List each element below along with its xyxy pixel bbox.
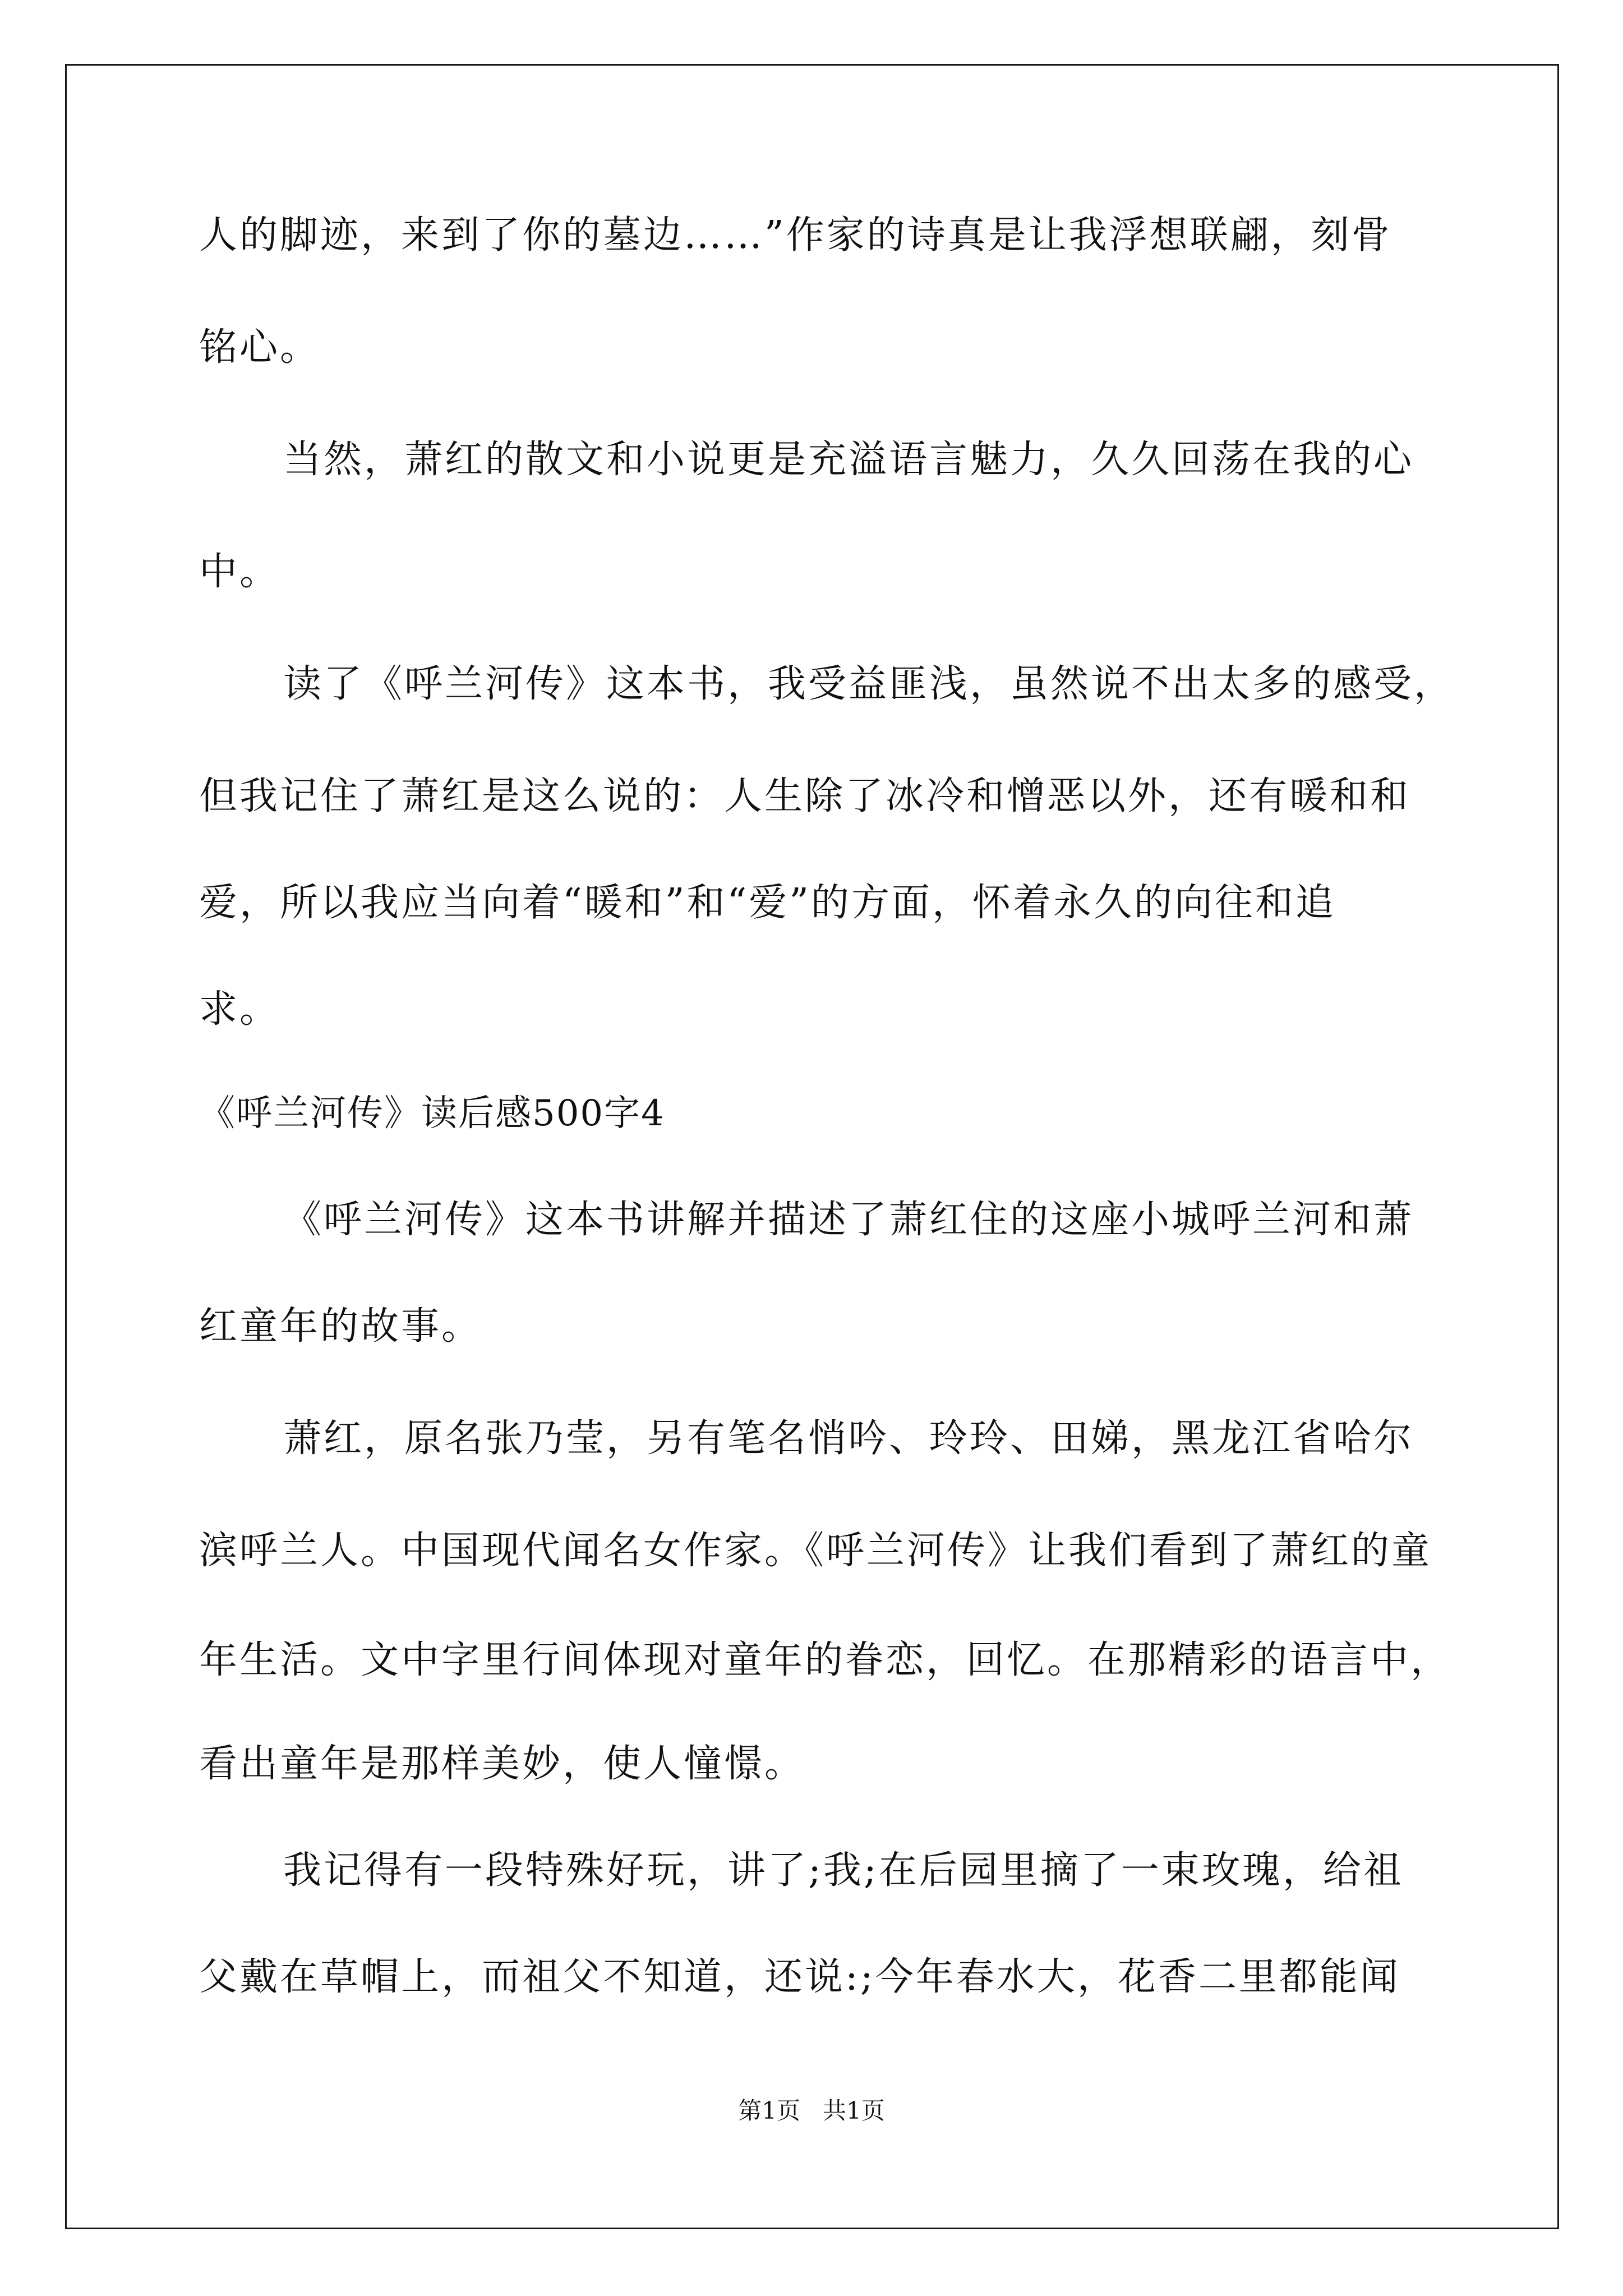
text-line: 铭心。 [199, 325, 321, 370]
paragraph-start: 《呼兰河传》这本书讲解并描述了萧红住的这座小城呼兰河和萧 [283, 1198, 1414, 1242]
paragraph-start: 我记得有一段特殊好玩，讲了;我;在后园里摘了一束玫瑰，给祖 [283, 1848, 1404, 1893]
text-line: 求。 [199, 987, 280, 1032]
text-line: 滨呼兰人。中国现代闻名女作家。《呼兰河传》让我们看到了萧红的童 [199, 1529, 1432, 1573]
paragraph-start: 读了《呼兰河传》这本书，我受益匪浅，虽然说不出太多的感受， [283, 662, 1455, 706]
text-line: 中。 [199, 550, 280, 594]
text-line: 看出童年是那样美妙，使人憧憬。 [199, 1742, 805, 1786]
text-line: 父戴在草帽上，而祖父不知道，还说:;今年春水大，花香二里都能闻 [199, 1955, 1400, 1999]
text-line: 年生活。文中字里行间体现对童年的眷恋，回忆。在那精彩的语言中， [199, 1638, 1451, 1682]
page-footer: 第1页 共1页 [738, 2097, 885, 2124]
text-line: 人的脚迹，来到了你的墓边……”作家的诗真是让我浮想联翩，刻骨 [199, 213, 1392, 257]
page-border [65, 64, 1559, 2229]
paragraph-start: 萧红，原名张乃莹，另有笔名悄吟、玲玲、田娣，黑龙江省哈尔 [283, 1416, 1414, 1461]
section-heading: 《呼兰河传》读后感500字4 [199, 1093, 665, 1134]
paragraph-start: 当然，萧红的散文和小说更是充溢语言魅力，久久回荡在我的心 [283, 438, 1414, 482]
text-line: 但我记住了萧红是这么说的：人生除了冰冷和憎恶以外，还有暖和和 [199, 774, 1411, 818]
text-line: 爱，所以我应当向着“暖和”和“爱”的方面，怀着永久的向往和追 [199, 881, 1336, 925]
text-line: 红童年的故事。 [199, 1304, 482, 1349]
